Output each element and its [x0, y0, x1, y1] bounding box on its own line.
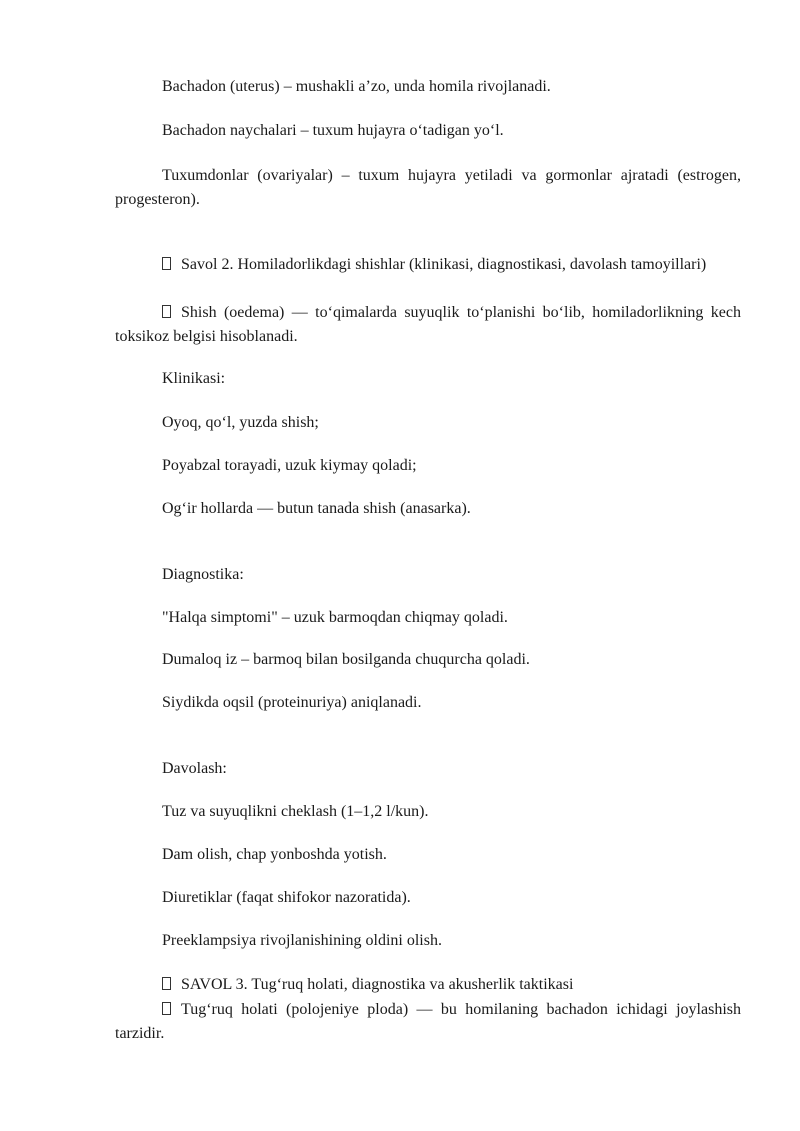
davolash-item: Diuretiklar (faqat shifokor nazoratida). [162, 889, 411, 906]
klinikasi-heading: Klinikasi: [162, 370, 226, 387]
question-2-intro [115, 301, 741, 349]
davolash-item: Tuz va suyuqlikni cheklash (1–1,2 l/kun). [162, 803, 429, 820]
bullet-box-icon [162, 1002, 171, 1015]
diagnostika-item: "Halqa simptomi" – uzuk barmoqdan chiqmay qoladi. [162, 609, 508, 626]
question-3-title-text: SAVOL 3. Tug‘ruq holati, diagnostika va akusherlik taktikasi [181, 976, 574, 993]
paragraph-bachadon: Bachadon (uterus) – mushakli a’zo, unda homila rivojlanadi. [162, 78, 551, 95]
davolash-heading: Davolash: [162, 760, 227, 777]
diagnostika-heading: Diagnostika: [162, 566, 244, 583]
question-3-intro [115, 998, 741, 1046]
paragraph-tuxumdonlar: Tuxumdonlar (ovariyalar) – tuxum hujayra yetiladi va gormonlar ajratadi (estrogen, progesteron). [115, 167, 741, 208]
question-2-title-text: Savol 2. Homiladorlikdagi shishlar (klinikasi, diagnostikasi, davolash tamoyillari) [181, 256, 707, 273]
davolash-item: Dam olish, chap yonboshda yotish. [162, 846, 387, 863]
bullet-box-icon [162, 257, 171, 270]
question-2-title [115, 253, 741, 277]
klinikasi-item: Poyabzal torayadi, uzuk kiymay qoladi; [162, 457, 417, 474]
question-2-intro-text: Shish (oedema) — to‘qimalarda suyuqlik to‘planishi bo‘lib, homiladorlikning kech toksikoz belgisi hisoblanadi. [115, 304, 741, 345]
bullet-box-icon [162, 305, 171, 318]
bullet-box-icon [162, 977, 171, 990]
question-3-title [115, 973, 741, 997]
diagnostika-item: Siydikda oqsil (proteinuriya) aniqlanadi. [162, 694, 422, 711]
klinikasi-item: Og‘ir hollarda — butun tanada shish (anasarka). [162, 500, 471, 517]
question-3-intro-text: Tug‘ruq holati (polojeniye ploda) — bu homilaning bachadon ichidagi joylashish tarzidir. [115, 1001, 741, 1042]
paragraph-bachadon-naychalari: Bachadon naychalari – tuxum hujayra o‘tadigan yo‘l. [162, 122, 504, 139]
davolash-item: Preeklampsiya rivojlanishining oldini olish. [162, 932, 442, 949]
klinikasi-item: Oyoq, qo‘l, yuzda shish; [162, 414, 319, 431]
diagnostika-item: Dumaloq iz – barmoq bilan bosilganda chuqurcha qoladi. [162, 651, 530, 668]
